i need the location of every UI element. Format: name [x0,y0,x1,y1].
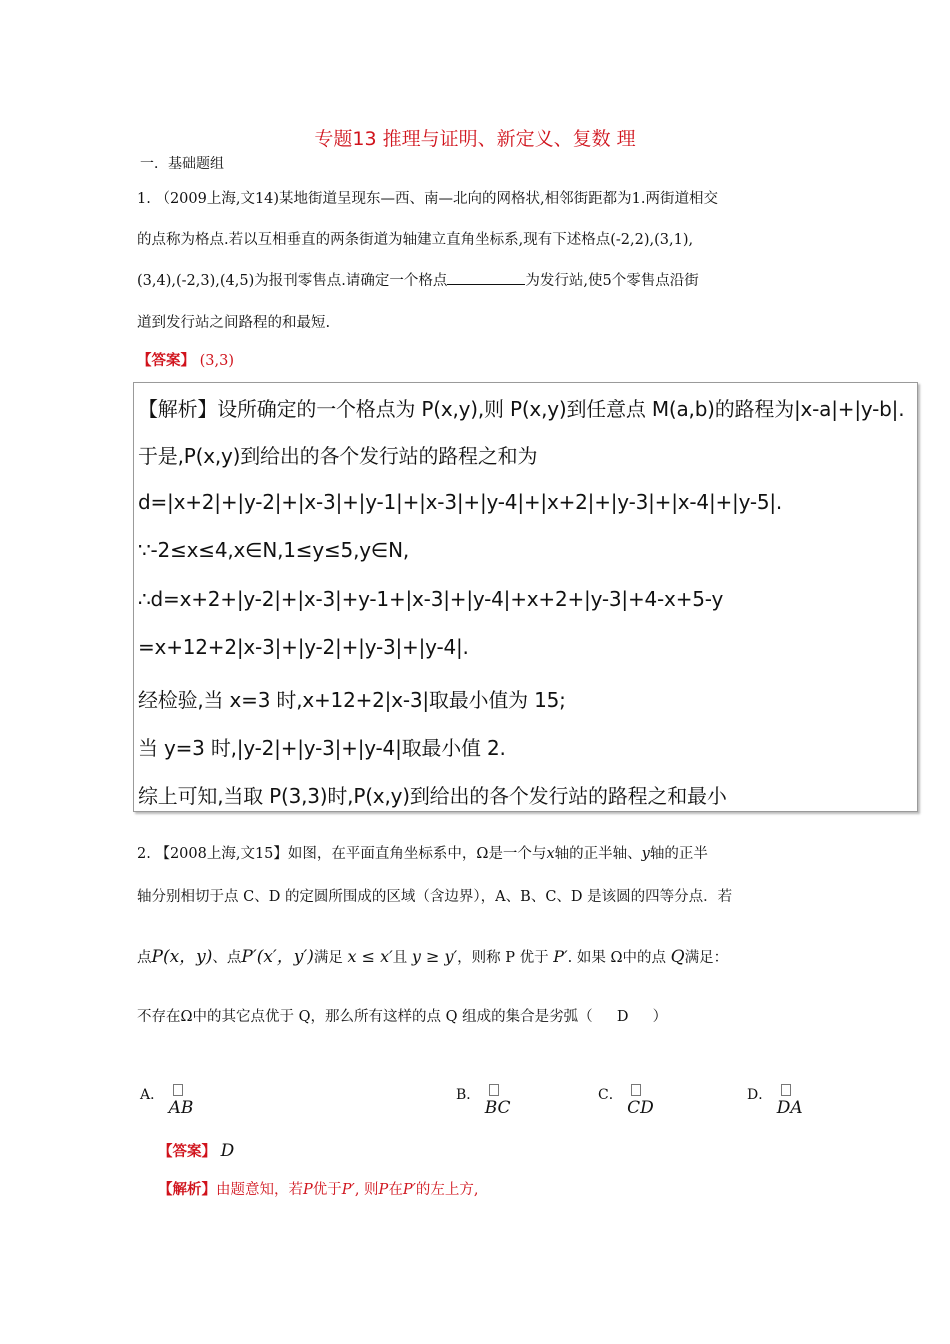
option-a [140,1084,194,1118]
option-letter: A． [140,1087,165,1103]
option-letter: B． [456,1087,481,1103]
arc-mark-icon [781,1084,791,1096]
arc-label: AB [168,1098,194,1118]
q1-line-3 [137,269,699,290]
option-letter: C． [598,1087,623,1103]
point-p-prime: P′ [402,1182,416,1198]
q2-text: 不存在 [137,1009,181,1025]
option-d [747,1084,803,1118]
omega-symbol: Ω [610,950,623,966]
option-c [598,1084,654,1118]
analysis-label: 【解析】 [158,1182,216,1198]
analysis-text: 在 [388,1182,403,1198]
option-letter: D． [747,1087,773,1103]
q2-line-3 [137,944,728,971]
arc-label: BC [484,1098,511,1118]
q2-text: ，则称 P 优于 [457,950,549,966]
q2-text: 轴的正半轴、 [554,846,642,862]
analysis-text: 由题意知，若 [216,1182,303,1198]
arc-label: DA [776,1098,803,1118]
q2-answer [158,1140,234,1161]
q2-text: 中的点 [622,950,667,966]
q2-analysis [158,1178,478,1199]
q2-text: 2. 【2008上海,文15】如图，在平面直角坐标系中， [137,846,477,862]
analysis-text: , 则 [354,1182,379,1198]
q2-text: 且 [392,950,408,966]
arc-mark-icon [173,1084,183,1096]
analysis-line: ∴d=x+2+|y-2|+|x-3|+y-1+|x-3|+|y-4|+x+2+|y-3|+4-x+5-y [138,587,724,611]
analysis-line: ∵-2≤x≤4,x∈N,1≤y≤5,y∈N, [138,538,410,562]
arc-cd [627,1098,654,1118]
point-p: P(x，y) [151,947,213,967]
answer-value: D [220,1141,235,1161]
omega-symbol: Ω [180,1009,193,1025]
q2-text: 满足 [313,950,343,966]
q2-text: 、点 [212,950,242,966]
point-p-prime: P′ [341,1182,355,1198]
q1-answer [137,349,234,370]
arc-bc [485,1098,511,1118]
q2-line-4 [137,1005,667,1026]
analysis-line: =x+12+2|x-3|+|y-2|+|y-3|+|y-4|. [138,635,469,659]
arc-mark-icon [631,1084,641,1096]
q2-text: 满足： [684,950,729,966]
analysis-line: 于是,P(x,y)到给出的各个发行站的路程之和为 [138,444,538,468]
analysis-text: 优于 [312,1182,342,1198]
arc-ab [169,1098,194,1118]
q2-text: 中的其它点优于 Q，那么所有这样的点 Q 组成的集合是劣弧（ [192,1009,593,1025]
point-p-prime-short: P′ [553,947,568,966]
analysis-line: 【解析】设所确定的一个格点为 P(x,y),则 P(x,y)到任意点 M(a,b)的路程为|x-a|+|y-b|. [138,397,905,421]
option-b [456,1084,511,1118]
condition-x: x ≤ x′ [347,947,393,966]
answer-label: 【答案】 [137,353,195,369]
q2-text: . 如果 [567,950,606,966]
point-p-prime: P′(x′，y′) [241,947,314,967]
section-heading: 一．基础题组 [140,156,224,172]
analysis-image [133,382,918,812]
analysis-line: 经检验,当 x=3 时,x+12+2|x-3|取最小值为 15; [138,688,566,712]
q1-line-4: 道到发行站之间路程的和最短. [137,315,331,331]
q2-line-1 [137,842,708,863]
analysis-line: 当 y=3 时,|y-2|+|y-3|+|y-4|取最小值 2. [138,736,506,760]
condition-y: y ≥ y′ [411,947,458,966]
answer-label: 【答案】 [158,1144,216,1160]
analysis-line: d=|x+2|+|y-2|+|x-3|+|y-1|+|x-3|+|y-4|+|x+2|+|y-3|+|x-4|+|y-5|. [138,490,783,514]
q2-text: ） [652,1009,668,1025]
arc-mark-icon [489,1084,499,1096]
point-q: Q [670,947,685,967]
x-symbol: x [546,846,555,862]
omega-symbol: Ω [476,846,489,862]
point-p: P [378,1182,389,1198]
arc-label: CD [627,1098,654,1118]
q2-line-2: 轴分别相切于点 C、D 的定圆所围成的区域（含边界），A、B、C、D 是该圆的四等分点．若 [137,889,733,905]
analysis-line: 综上可知,当取 P(3,3)时,P(x,y)到给出的各个发行站的路程之和最小 [138,784,727,808]
q1-line-2: 的点称为格点.若以互相垂直的两条街道为轴建立直角坐标系,现有下述格点(-2,2),(3,1), [137,232,694,248]
q2-text: 轴的正半 [649,846,708,862]
page-title: 专题13 推理与证明、新定义、复数 理 [314,128,636,150]
q1-line-3-pre: (3,4),(-2,3),(4,5)为报刊零售点.请确定一个格点 [137,273,448,289]
answer-blank [447,272,525,285]
y-symbol: y [641,846,650,862]
analysis-text: 的左上方, [415,1182,479,1198]
blank-answer: D [616,1009,629,1025]
arc-da [777,1098,803,1118]
q1-line-1: 1. （2009上海,文14)某地街道呈现东—西、南—北向的网格状,相邻街距都为1.两街道相交 [137,191,719,207]
q1-line-3-post: 为发行站,使5个零售点沿街 [525,273,699,289]
q2-text: 是一个与 [488,846,547,862]
answer-value: (3,3) [199,353,234,369]
q2-text: 点 [137,950,152,966]
point-p: P [303,1182,313,1198]
